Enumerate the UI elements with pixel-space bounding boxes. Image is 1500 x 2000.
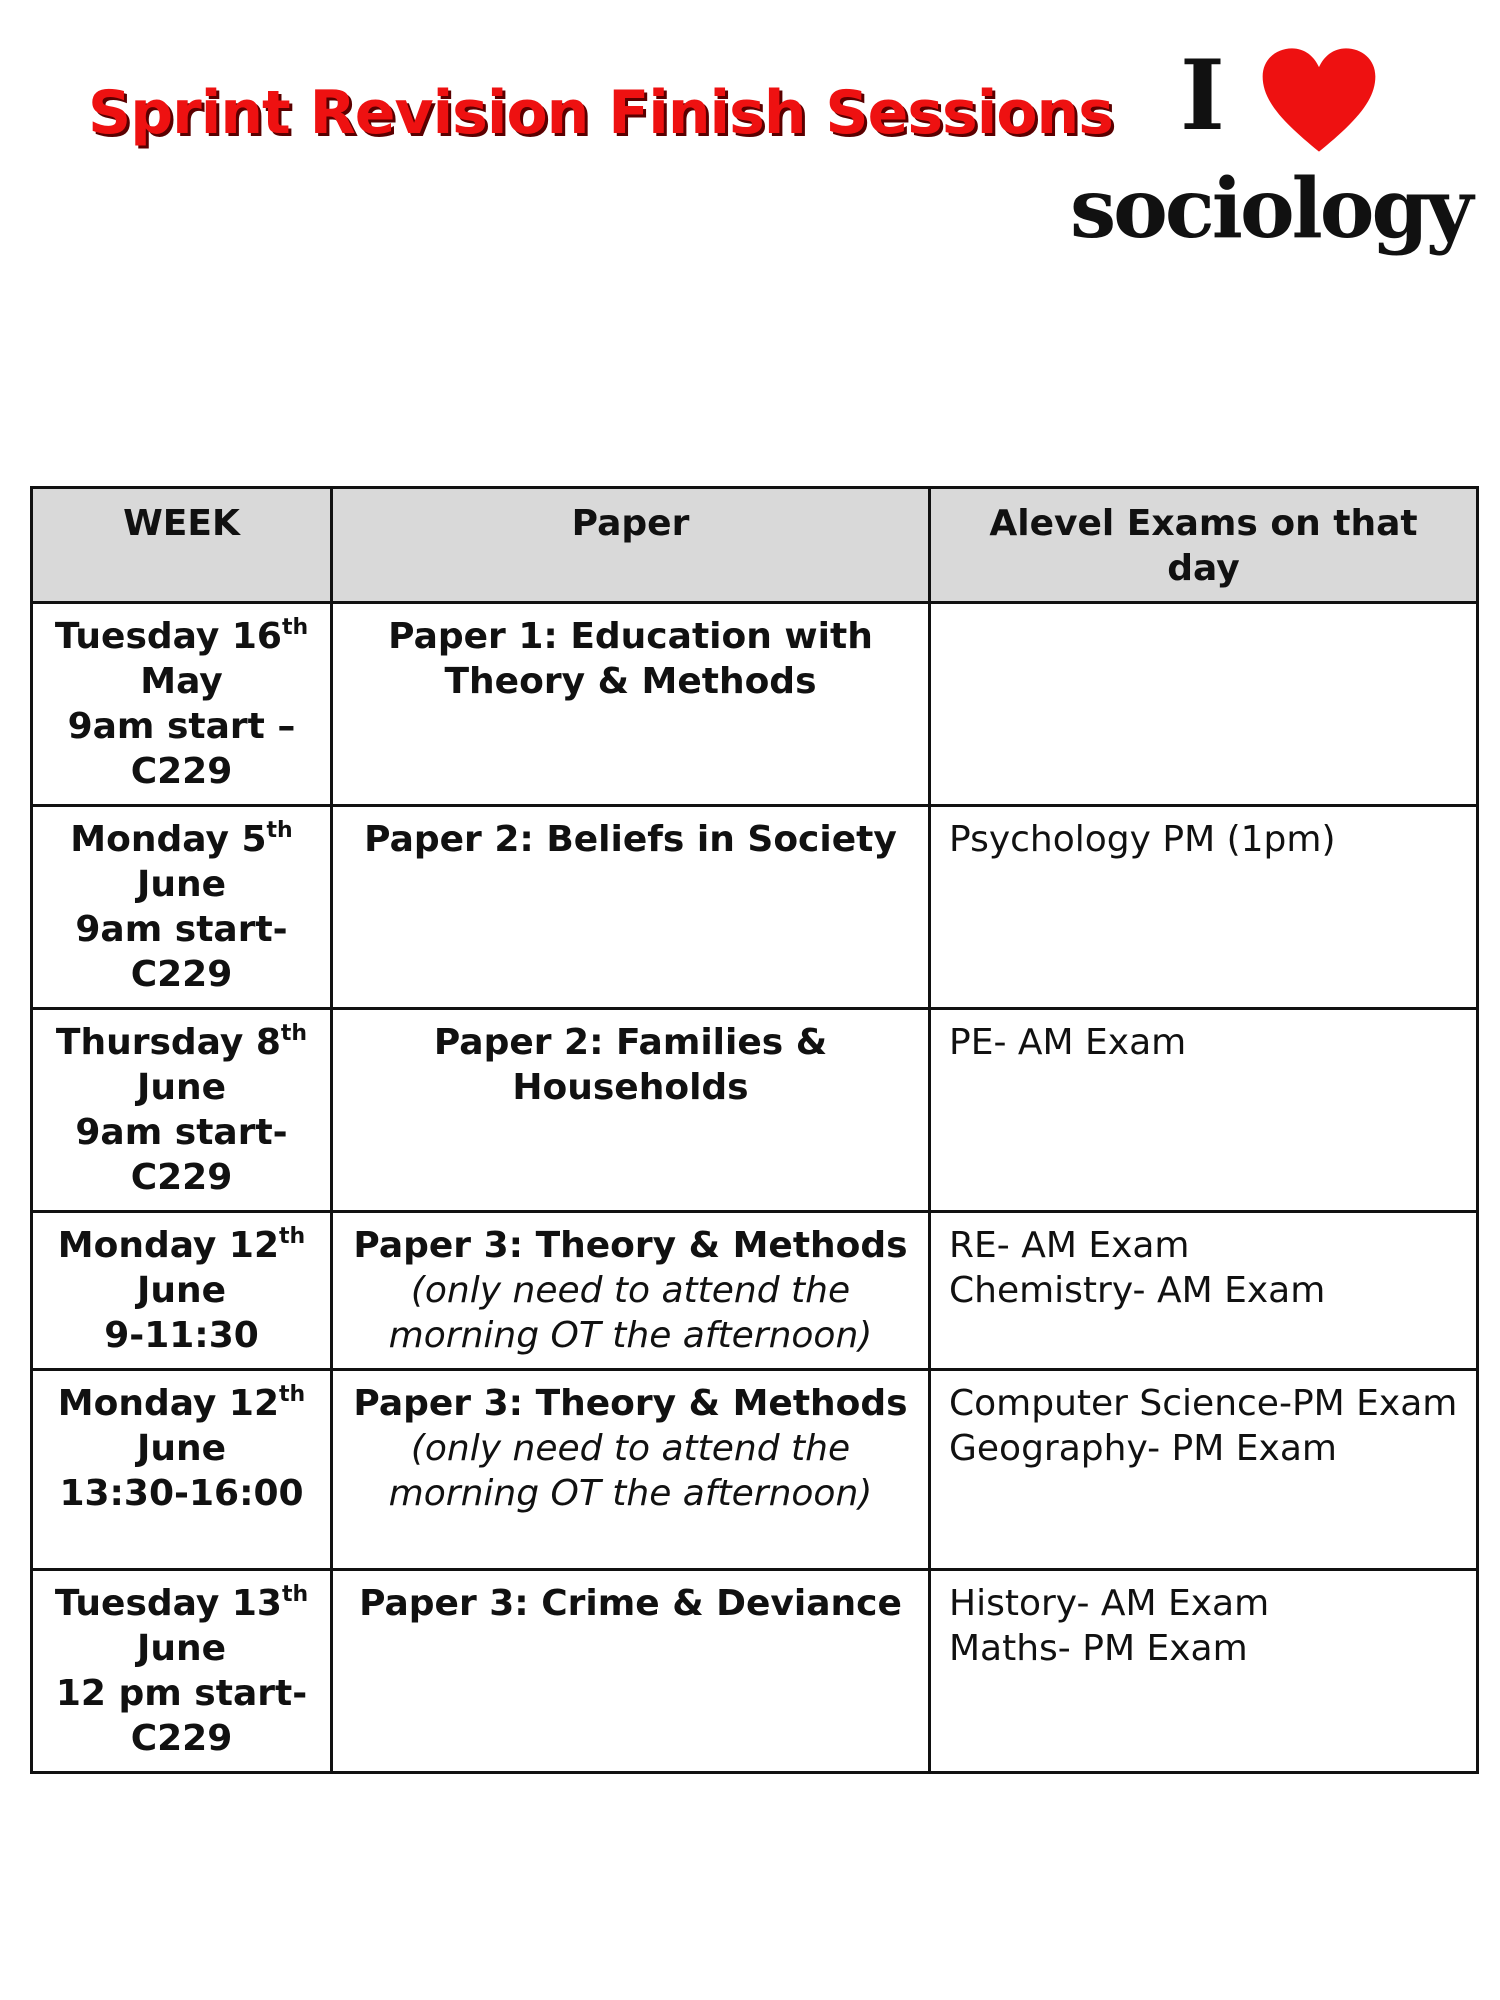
table-row xyxy=(32,1570,1478,1773)
exam-item: PE- AM Exam xyxy=(949,1022,1187,1063)
paper-title: Paper 3: Theory & Methods xyxy=(353,1383,908,1424)
week-time: 9am start- xyxy=(75,909,288,950)
paper-note: (only need to attend the morning OT the afternoon) xyxy=(388,1270,873,1356)
week-cell xyxy=(32,1212,332,1370)
table-row xyxy=(32,603,1478,806)
week-day: Tuesday 16th xyxy=(54,615,309,657)
exam-item: Geography- PM Exam xyxy=(949,1428,1337,1469)
exams-cell xyxy=(930,1570,1478,1773)
week-time: 9am start – xyxy=(67,706,296,747)
table-row xyxy=(32,1212,1478,1370)
header-week: WEEK xyxy=(32,488,332,603)
paper-title: Paper 3: Theory & Methods xyxy=(353,1225,908,1266)
paper-cell xyxy=(332,603,930,806)
week-day: Thursday 8th xyxy=(55,1021,308,1063)
week-day: Monday 12th xyxy=(57,1224,306,1266)
exam-item: Psychology PM (1pm) xyxy=(949,819,1336,860)
exam-item: RE- AM Exam xyxy=(949,1225,1190,1266)
paper-title: Paper 2: Beliefs in Society xyxy=(364,819,897,860)
exams-cell xyxy=(930,1212,1478,1370)
week-room: C229 xyxy=(130,751,233,792)
exam-item: Maths- PM Exam xyxy=(949,1628,1248,1669)
table-header-row xyxy=(32,488,1478,603)
logo-word-sociology: sociology xyxy=(1070,161,1471,257)
exams-cell xyxy=(930,603,1478,806)
page-title: Sprint Revision Finish Sessions xyxy=(88,78,1113,148)
week-month: June xyxy=(136,1628,227,1669)
exams-cell xyxy=(930,1370,1478,1570)
week-room: C229 xyxy=(130,954,233,995)
week-month: June xyxy=(136,864,227,905)
table-row xyxy=(32,806,1478,1009)
week-day: Tuesday 13th xyxy=(54,1582,309,1624)
paper-title: Paper 3: Crime & Deviance xyxy=(359,1583,902,1624)
week-cell xyxy=(32,1370,332,1570)
logo-letter-i: I xyxy=(1180,39,1225,152)
paper-cell xyxy=(332,1009,930,1212)
week-time: 9am start- xyxy=(75,1112,288,1153)
table-row xyxy=(32,1009,1478,1212)
exams-cell xyxy=(930,1009,1478,1212)
week-month: June xyxy=(136,1067,227,1108)
paper-note: (only need to attend the morning OT the afternoon) xyxy=(388,1428,873,1514)
paper-cell xyxy=(332,806,930,1009)
week-cell xyxy=(32,806,332,1009)
week-month: June xyxy=(136,1428,227,1469)
week-time: 9-11:30 xyxy=(104,1315,259,1356)
paper-cell xyxy=(332,1370,930,1570)
week-month: June xyxy=(136,1270,227,1311)
table-row xyxy=(32,1370,1478,1570)
paper-title: Paper 2: Families & Households xyxy=(433,1022,828,1108)
i-love-sociology-logo xyxy=(1070,38,1470,278)
week-time: 13:30-16:00 xyxy=(59,1473,304,1514)
week-cell xyxy=(32,603,332,806)
week-month: May xyxy=(140,661,223,702)
heart-icon xyxy=(1260,46,1378,154)
paper-title: Paper 1: Education with Theory & Methods xyxy=(388,616,873,702)
exam-item: Computer Science-PM Exam xyxy=(949,1383,1458,1424)
header-paper: Paper xyxy=(332,488,930,603)
week-cell xyxy=(32,1009,332,1212)
paper-cell xyxy=(332,1570,930,1773)
week-day: Monday 12th xyxy=(57,1382,306,1424)
week-room: C229 xyxy=(130,1157,233,1198)
exams-cell xyxy=(930,806,1478,1009)
exam-item: Chemistry- AM Exam xyxy=(949,1270,1326,1311)
exam-item: History- AM Exam xyxy=(949,1583,1270,1624)
week-day: Monday 5th xyxy=(70,818,293,860)
header-exams: Alevel Exams on that day xyxy=(930,488,1478,603)
week-cell xyxy=(32,1570,332,1773)
week-room: C229 xyxy=(130,1718,233,1759)
paper-cell xyxy=(332,1212,930,1370)
week-time: 12 pm start- xyxy=(55,1673,308,1714)
revision-schedule-table xyxy=(30,486,1479,1774)
